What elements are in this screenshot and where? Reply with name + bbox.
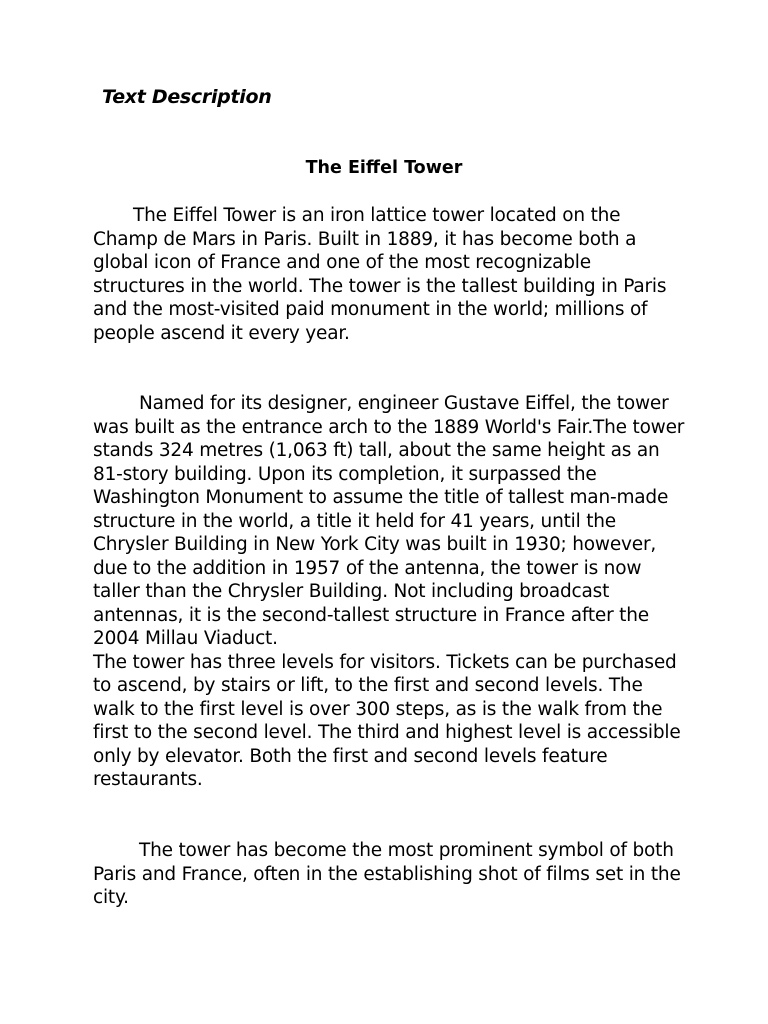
paragraph-symbol: [93, 839, 685, 910]
paragraph-intro: [93, 204, 685, 345]
paragraph-history-block: [93, 392, 685, 792]
paragraph-history: Named for its designer, engineer Gustave Eiffel, the tower was built as the entrance arch to the 1889 World's Fair.The tower stands 324 metres (1,063 ft) tall, about the same height as an 81-story building. Upon its completion, it surpassed the Washington Monument to assume the title of tallest man-made structure in the world, a title it held for 41 years, until the Chrysler Building in New York City was built in 1930; however, due to the addition in 1957 of the antenna, the tower is now taller than the Chrysler Building. Not including broadcast antennas, it is the second-tallest structure in France after the 2004 Millau Viaduct.: [93, 393, 685, 649]
section-label: Text Description: [102, 86, 272, 108]
document-title: The Eiffel Tower: [305, 158, 463, 178]
paragraph-text: The Eiffel Tower is an iron lattice tower located on the Champ de Mars in Paris. Built in 1889, it has become both a global icon of France and one of the most recognizable structures in the world. The tower is the tallest building in Paris and the most-visited paid monument in the world; millions of people ascend it every year.: [93, 205, 667, 344]
paragraph-levels: The tower has three levels for visitors. Tickets can be purchased to ascend, by stairs or lift, to the first and second levels. The walk to the first level is over 300 steps, as is the walk from the first to the second level. The third and highest level is accessible only by elevator. Both the first and second levels feature restaurants.: [93, 651, 681, 790]
paragraph-text: The tower has become the most prominent symbol of both Paris and France, often in the establishing shot of films set in the city.: [93, 840, 681, 908]
